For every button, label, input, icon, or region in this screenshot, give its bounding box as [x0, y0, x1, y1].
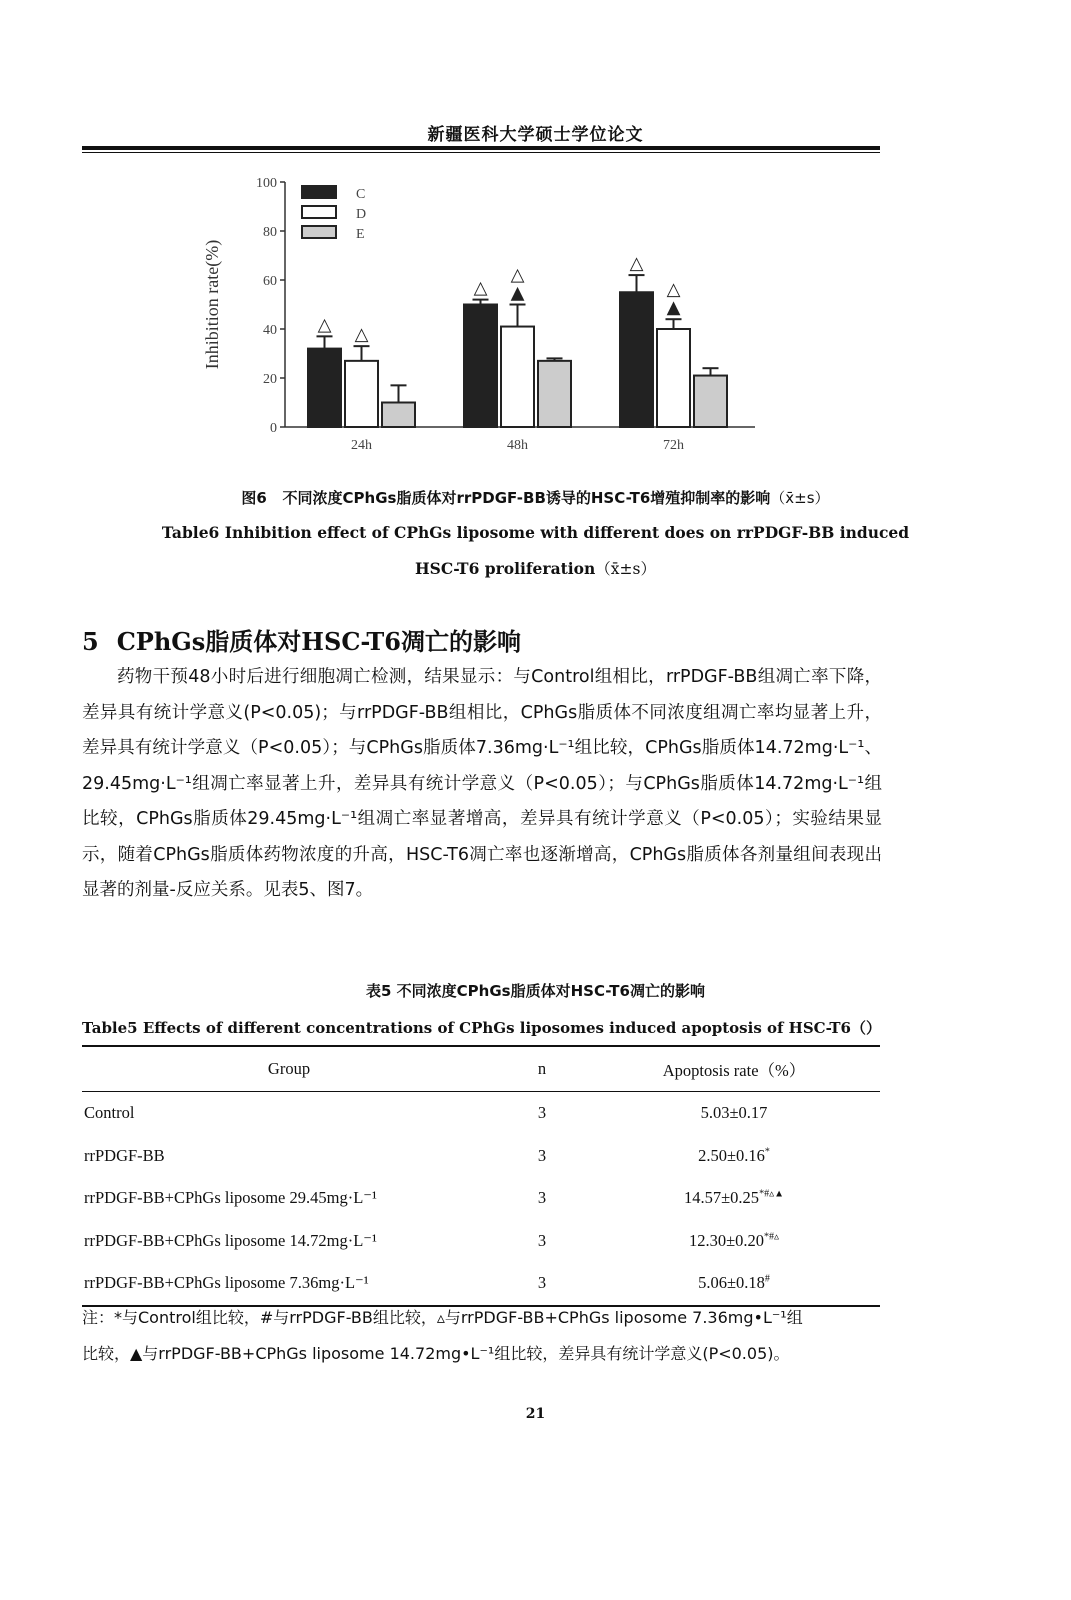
cell-rate: 14.57±0.25*#▵▲ — [684, 1188, 784, 1208]
cell-rate: 5.06±0.18# — [588, 1262, 880, 1306]
bar-E-72h — [694, 376, 727, 427]
y-axis-label: Inhibition rate(%) — [202, 239, 222, 370]
x-tick-label: 72h — [663, 438, 684, 453]
running-header: 新疆医科大学硕士学位论文 — [427, 125, 644, 145]
header-rate: Apoptosis rate（%） — [588, 1046, 880, 1092]
cell-n: 3 — [537, 1103, 547, 1123]
header-rule-thin — [82, 152, 880, 153]
significance-marker: ▲ — [666, 297, 681, 319]
cell-n: 3 — [496, 1262, 588, 1306]
legend-swatch-D — [302, 206, 336, 218]
y-tick-label: 80 — [263, 225, 277, 240]
table-header-row — [82, 1046, 880, 1092]
page-number: 21 — [525, 1406, 546, 1422]
cell-group: rrPDGF-BB — [84, 1145, 165, 1165]
y-tick-label: 100 — [256, 176, 277, 191]
legend-label-C: C — [356, 187, 366, 202]
table-row — [82, 1092, 880, 1135]
significance-marker: ▲ — [510, 282, 525, 304]
significance-marker: △ — [473, 277, 488, 299]
table-row — [82, 1220, 880, 1263]
y-tick-label: 0 — [270, 421, 277, 436]
bar-D-48h — [501, 327, 534, 427]
bar-E-48h — [538, 361, 571, 427]
legend-swatch-E — [302, 226, 336, 238]
bar-C-48h — [464, 305, 497, 428]
figure-caption-stat: （x̄±s） — [770, 489, 830, 507]
paragraph-text: 药物干预48小时后进行细胞凋亡检测，结果显示：与Control组相比，rrPDGF-BB组凋亡率下降，差异具有统计学意义(P<0.05)；与rrPDGF-BB组相比，CPhGs脂质体不同浓度组凋亡率均显著上升，差异具有统计学意义（P<0.05）；与CPhGs脂质体7.36mg·L⁻¹组比较，CPhGs脂质体14.72mg·L⁻¹、29.45mg·L⁻¹组凋亡率显著上升，差异具有统计学意义（P<0.05）；与CPhGs脂质体14.72mg·L⁻¹组比较，CPhGs脂质体29.45mg·L⁻¹组凋亡率显著增高，差异具有统计学意义（P<0.05）；实验结果显示，随着CPhGs脂质体药物浓度的升高，HSC-T6凋亡率也逐渐增高，CPhGs脂质体各剂量组间表现出显著的剂量-反应关系。见表5、图7。 — [82, 667, 882, 900]
header-n: n — [496, 1046, 588, 1092]
figure-caption-en-2 — [0, 557, 1071, 579]
figure-label: 图6 — [241, 489, 267, 507]
cell-rate: 5.03±0.17 — [700, 1103, 768, 1123]
table-notes — [82, 1300, 882, 1372]
bar-E-24h — [382, 403, 415, 428]
section-title: CPhGs脂质体对HSC-T6凋亡的影响 — [116, 627, 521, 656]
cell-group: rrPDGF-BB+CPhGs liposome 29.45mg·L⁻¹ — [84, 1188, 377, 1208]
cell-n: 3 — [537, 1188, 547, 1208]
significance-marker: △ — [666, 279, 681, 301]
significance-marker: △ — [354, 324, 369, 346]
significance-marker: △ — [317, 314, 332, 336]
significance-marker: △ — [629, 253, 644, 275]
apoptosis-table — [82, 1045, 880, 1307]
bar-C-72h — [620, 292, 653, 427]
cell-n: 3 — [537, 1230, 547, 1250]
table-row — [82, 1262, 880, 1306]
significance-marker: △ — [510, 264, 525, 286]
table-caption-cn: 表5 不同浓度CPhGs脂质体对HSC-T6凋亡的影响 — [366, 982, 705, 1000]
table-caption-en: Table5 Effects of different concentrations of CPhGs liposomes induced apoptosis of HSC-T6（） — [82, 1019, 881, 1037]
y-tick-label: 40 — [263, 323, 277, 338]
cell-group: rrPDGF-BB+CPhGs liposome 14.72mg·L⁻¹ — [84, 1230, 377, 1250]
x-tick-label: 48h — [507, 438, 528, 453]
body-paragraph — [82, 660, 882, 909]
cell-rate: 2.50±0.16* — [698, 1145, 770, 1165]
legend-label-D: D — [356, 207, 367, 222]
header-group: Group — [82, 1046, 496, 1092]
figure-caption-en-1: Table6 Inhibition effect of CPhGs liposome with different does on rrPDGF-BB induced — [161, 523, 910, 542]
x-tick-label: 24h — [351, 438, 372, 453]
bar-D-24h — [345, 361, 378, 427]
cell-group: rrPDGF-BB+CPhGs liposome 7.36mg·L⁻¹ — [82, 1262, 496, 1306]
figure-caption-en-stat: （x̄±s） — [595, 560, 656, 578]
y-tick-label: 20 — [263, 372, 277, 387]
section-number: 5 — [82, 627, 99, 656]
legend-swatch-C — [302, 186, 336, 198]
note-line-1: 注：*与Control组比较，#与rrPDGF-BB组比较，▵与rrPDGF-BB+CPhGs liposome 7.36mg•L⁻¹组 — [82, 1308, 803, 1327]
figure-caption-cn — [0, 487, 1071, 508]
y-tick-label: 60 — [263, 274, 277, 289]
legend-label-E: E — [356, 227, 365, 242]
cell-n: 3 — [537, 1145, 547, 1165]
cell-group: Control — [84, 1103, 135, 1123]
cell-rate: 12.30±0.20*#▵ — [688, 1230, 780, 1250]
figure-caption-text: 不同浓度CPhGs脂质体对rrPDGF-BB诱导的HSC-T6增殖抑制率的影响 — [282, 489, 771, 507]
bar-D-72h — [657, 329, 690, 427]
table-row — [82, 1177, 880, 1220]
note-line-2: 比较，▲与rrPDGF-BB+CPhGs liposome 14.72mg•L⁻¹组比较，差异具有统计学意义(P<0.05)。 — [82, 1344, 790, 1363]
section-heading — [82, 622, 521, 657]
inhibition-bar-chart — [190, 162, 760, 462]
bar-C-24h — [308, 349, 341, 427]
header-rule-thick — [82, 146, 880, 150]
figure-caption-en-text: HSC-T6 proliferation — [415, 559, 596, 578]
table-row — [82, 1135, 880, 1178]
